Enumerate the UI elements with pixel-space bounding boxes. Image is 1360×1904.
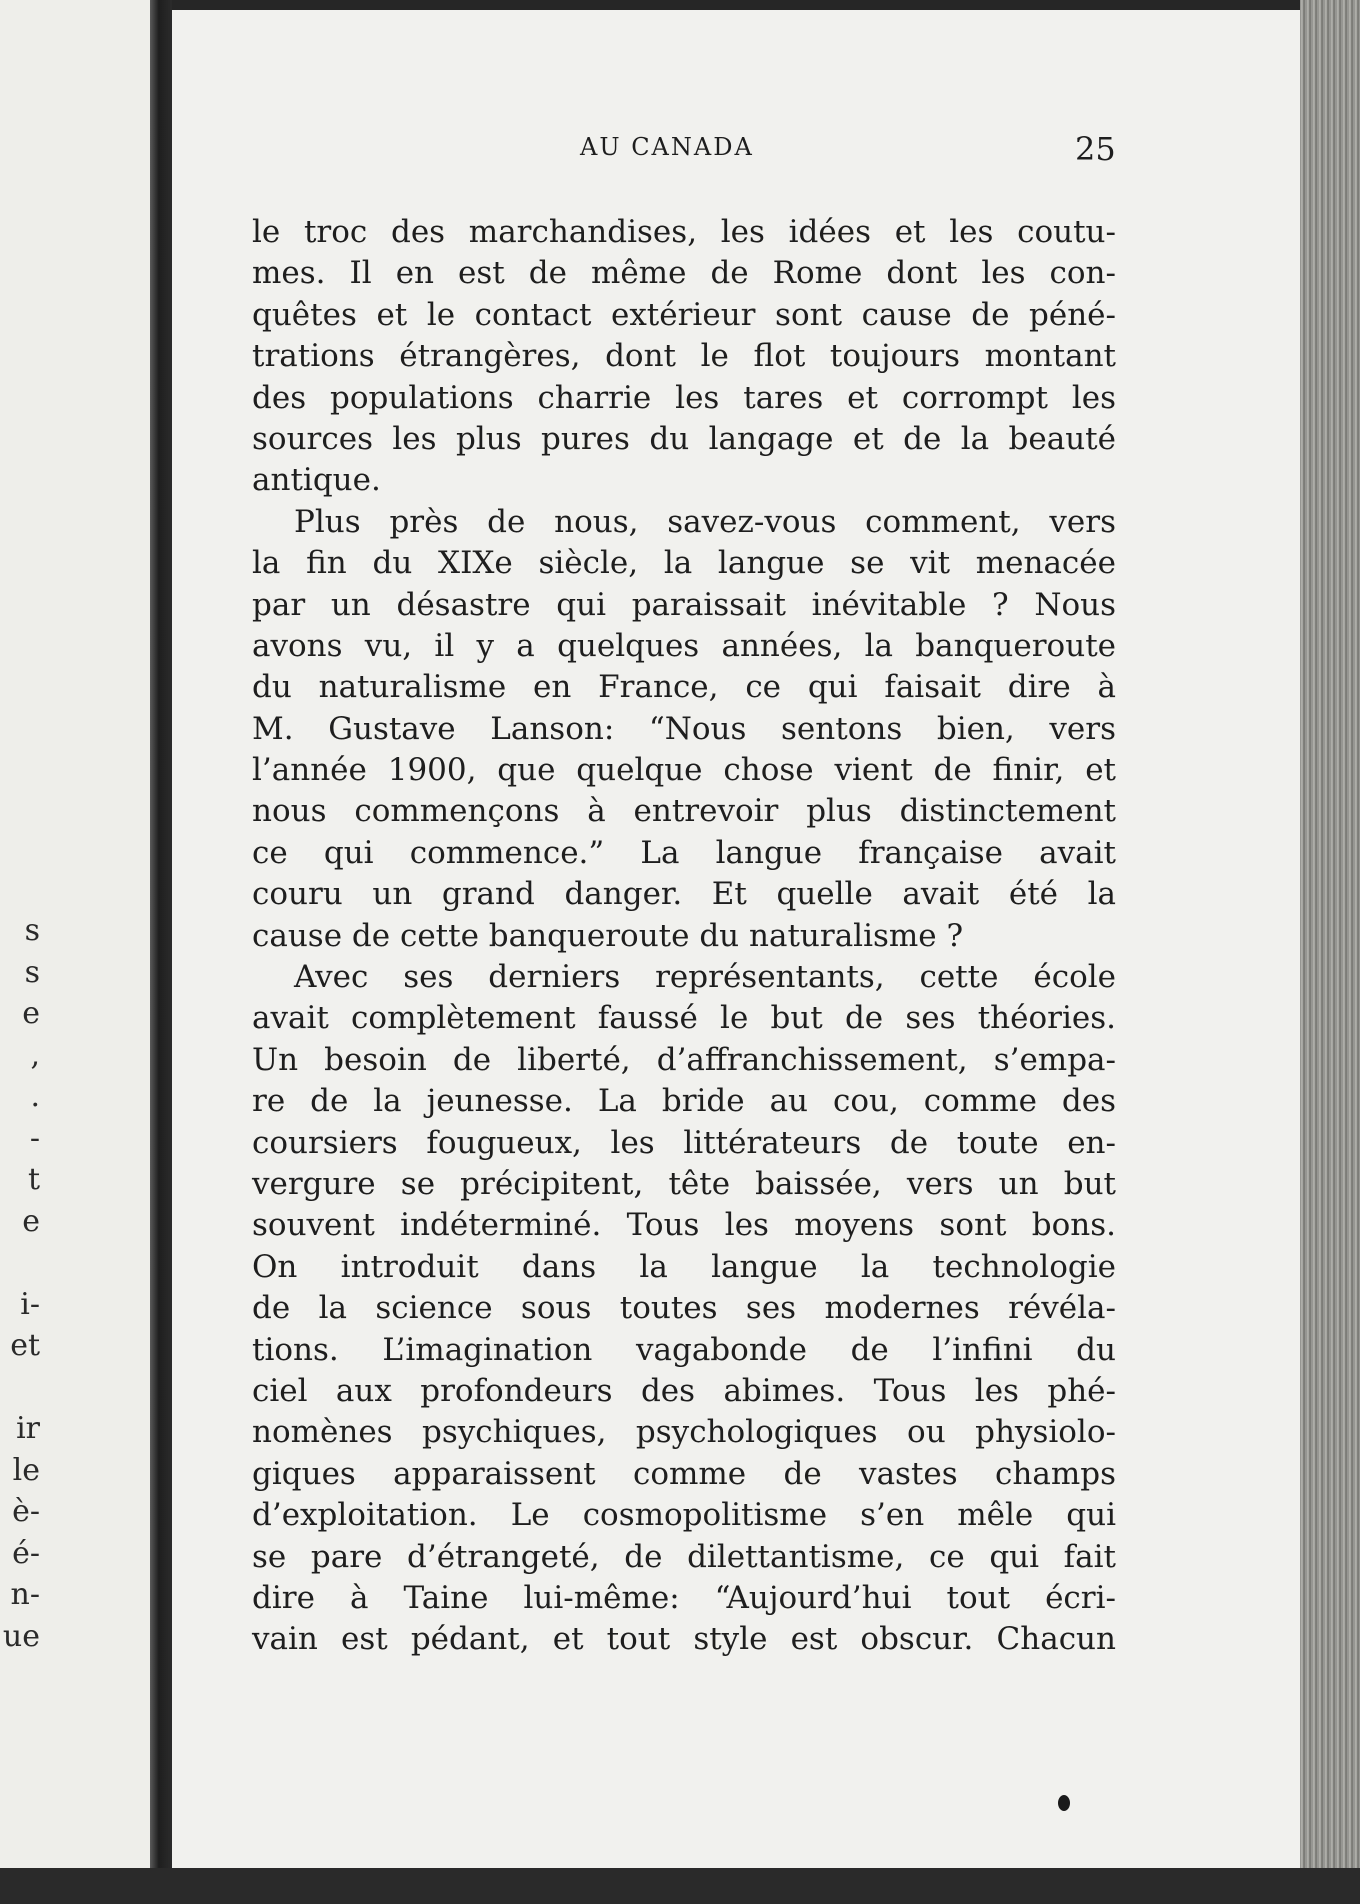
text-line: Un besoin de liberté, d’affranchissement, s’empa- bbox=[252, 1041, 1116, 1078]
text-line: vergure se précipitent, tête baissée, vers un but bbox=[252, 1165, 1116, 1202]
text-line: coursiers fougueux, les littérateurs de toute en- bbox=[252, 1124, 1116, 1161]
text-line: le troc des marchandises, les idées et les coutu- bbox=[252, 214, 1116, 250]
left-page bbox=[0, 0, 150, 1868]
text-line: nomènes psychiques, psychologiques ou physiolo- bbox=[252, 1414, 1116, 1451]
left-fragment: s bbox=[24, 954, 40, 990]
text-line: re de la jeunesse. La bride au cou, comme des bbox=[252, 1083, 1116, 1120]
text-line: giques apparaissent comme de vastes champs bbox=[252, 1455, 1116, 1492]
text-line: Avec ses derniers représentants, cette école bbox=[294, 959, 1116, 996]
left-fragment: é- bbox=[12, 1535, 40, 1571]
running-head: AU CANADA bbox=[580, 133, 754, 161]
book-spine bbox=[150, 0, 172, 1904]
left-fragment bbox=[0, 1367, 40, 1409]
text-line: dire à Taine lui-même: “Aujourd’hui tout écri- bbox=[252, 1579, 1116, 1616]
page-edges bbox=[1300, 0, 1360, 1904]
left-fragment: e bbox=[22, 996, 40, 1031]
scan-border bbox=[0, 1868, 1360, 1904]
text-line: nous commençons à entrevoir plus distinctement bbox=[252, 793, 1116, 830]
left-fragment: et bbox=[10, 1328, 40, 1363]
left-fragment: - bbox=[29, 1120, 40, 1156]
ink-dot bbox=[1058, 1795, 1070, 1811]
left-fragment: t bbox=[27, 1162, 40, 1197]
text-line: Plus près de nous, savez-vous comment, vers bbox=[294, 503, 1116, 540]
text-line: tions. L’imagination vagabonde de l’infini du bbox=[252, 1331, 1116, 1368]
left-fragment: e bbox=[22, 1203, 40, 1239]
text-line: M. Gustave Lanson: “Nous sentons bien, vers bbox=[252, 710, 1116, 747]
text-line: d’exploitation. Le cosmopolitisme s’en mêle qui bbox=[252, 1497, 1116, 1534]
text-line: la fin du XIXe siècle, la langue se vit menacée bbox=[252, 545, 1116, 582]
text-line: cause de cette banqueroute du naturalisme ? bbox=[252, 917, 964, 954]
left-fragment: i- bbox=[20, 1286, 40, 1322]
text-line: mes. Il en est de même de Rome dont les con- bbox=[252, 255, 1116, 292]
left-fragment: s bbox=[24, 913, 40, 948]
left-fragment: . bbox=[30, 1079, 40, 1114]
left-fragment: le bbox=[12, 1452, 40, 1488]
text-line: souvent indéterminé. Tous les moyens sont bons. bbox=[252, 1207, 1116, 1244]
text-line: avons vu, il y a quelques années, la banqueroute bbox=[252, 627, 1116, 664]
left-fragment: ue bbox=[2, 1618, 40, 1654]
page-number: 25 bbox=[1075, 130, 1116, 168]
text-line: par un désastre qui paraissait inévitable ? Nous bbox=[252, 586, 1116, 623]
left-fragment: n- bbox=[10, 1577, 40, 1612]
text-line: trations étrangères, dont le flot toujours montant bbox=[252, 338, 1116, 375]
left-fragment: , bbox=[30, 1037, 40, 1073]
text-line: On introduit dans la langue la technologie bbox=[252, 1248, 1116, 1285]
left-fragment bbox=[0, 1242, 40, 1284]
text-line: vain est pédant, et tout style est obscur. Chacun bbox=[252, 1621, 1116, 1658]
text-line: du naturalisme en France, ce qui faisait dire à bbox=[252, 669, 1116, 706]
text-line: avait complètement faussé le but de ses théories. bbox=[252, 1000, 1116, 1037]
left-fragment: ir bbox=[16, 1411, 40, 1446]
text-line: quêtes et le contact extérieur sont cause de péné- bbox=[252, 296, 1116, 333]
text-line: l’année 1900, que quelque chose vient de finir, et bbox=[252, 752, 1116, 789]
text-line: se pare d’étrangeté, de dilettantisme, ce qui fait bbox=[252, 1538, 1116, 1575]
text-line: ce qui commence.” La langue française avait bbox=[252, 834, 1116, 871]
text-line: de la science sous toutes ses modernes révéla- bbox=[252, 1290, 1116, 1327]
left-page-fragments bbox=[0, 910, 40, 1657]
text-line: antique. bbox=[252, 462, 381, 499]
text-line: sources les plus pures du langage et de la beauté bbox=[252, 420, 1116, 457]
text-line: ciel aux profondeurs des abimes. Tous les phé- bbox=[252, 1372, 1116, 1409]
body-text bbox=[252, 212, 1116, 1661]
text-line: couru un grand danger. Et quelle avait été la bbox=[252, 876, 1116, 913]
text-line: des populations charrie les tares et corrompt les bbox=[252, 379, 1116, 416]
left-fragment: è- bbox=[12, 1494, 40, 1529]
